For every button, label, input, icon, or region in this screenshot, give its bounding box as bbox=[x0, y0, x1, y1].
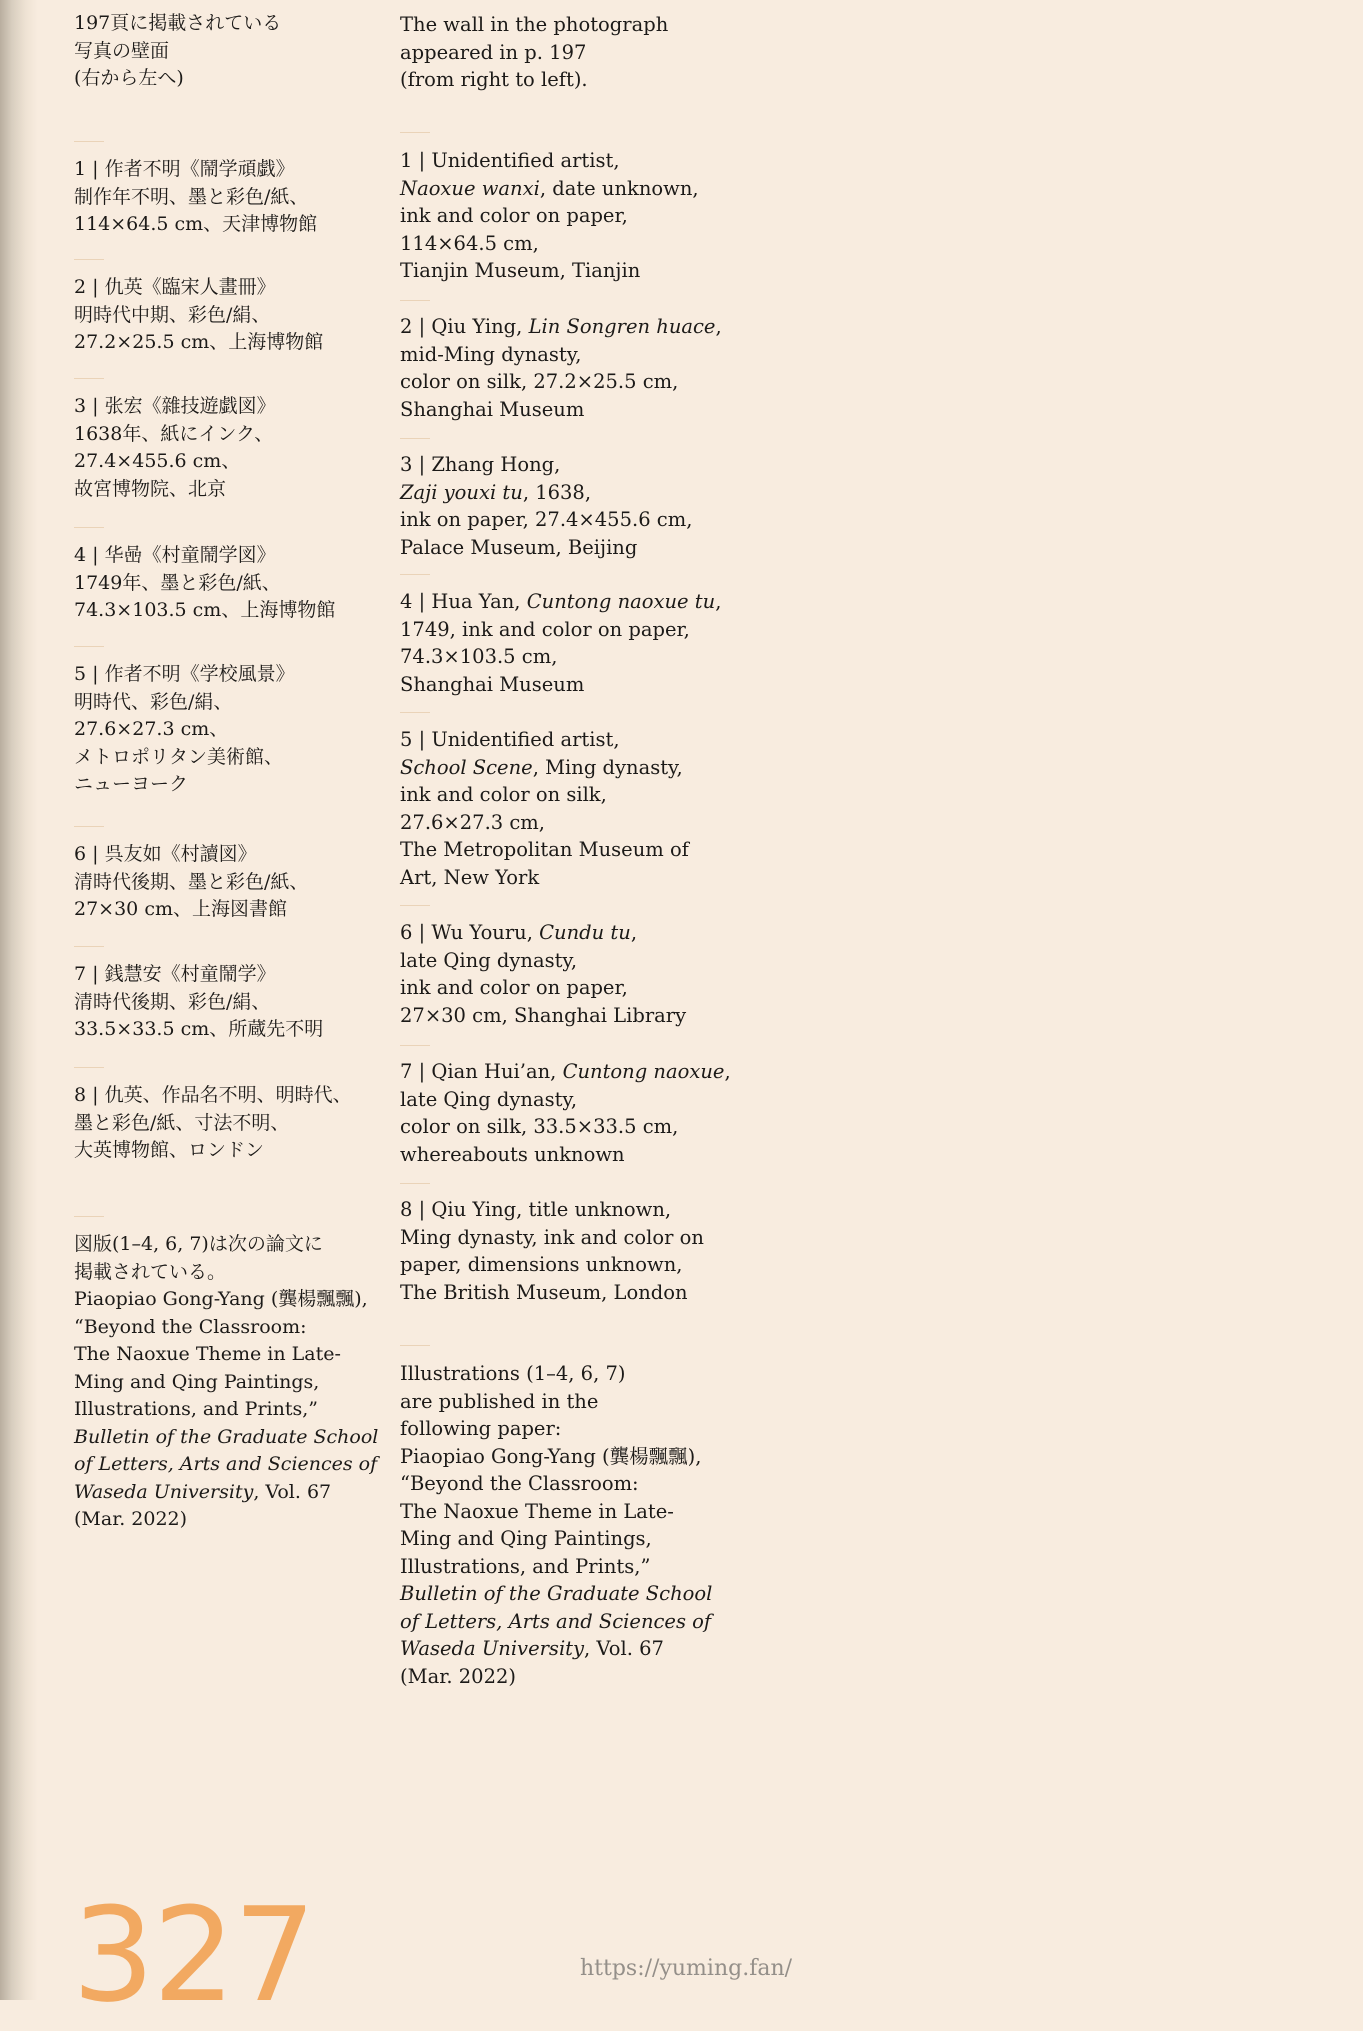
journal-title: Waseda University bbox=[74, 1480, 254, 1503]
entry-line: ink and color on paper, bbox=[400, 204, 628, 227]
entry-text: , 1638, bbox=[522, 480, 592, 504]
entry-line: 5 | 作者不明《学校風景》 bbox=[74, 663, 295, 685]
journal-volume-line bbox=[400, 1635, 712, 1663]
entry-line: 2 | 仇英《臨宋人畫冊》 bbox=[74, 276, 276, 298]
entry-line: The British Museum, London bbox=[400, 1280, 688, 1304]
ja-entry-1 bbox=[74, 156, 317, 239]
entry-line: 8 | Qiu Ying, title unknown, bbox=[400, 1198, 672, 1221]
ja-entry-5 bbox=[74, 661, 295, 799]
entry-line bbox=[400, 147, 699, 175]
entry-line: 4 | 华喦《村童鬧学図》 bbox=[74, 544, 276, 566]
entry-line bbox=[400, 726, 689, 754]
divider bbox=[400, 132, 430, 133]
journal-title: of Letters, Arts and Sciences of bbox=[400, 1609, 712, 1633]
entry-line: 1749, ink and color on paper, bbox=[400, 617, 690, 641]
entry-line: 1638年、紙にインク、 bbox=[74, 422, 274, 445]
entry-line: mid-Ming dynasty, bbox=[400, 342, 582, 366]
note-line: Piaopiao Gong-Yang (龔楊飄飄), bbox=[74, 1288, 368, 1310]
journal-title: Waseda University bbox=[400, 1637, 585, 1660]
entry-number: 4 | bbox=[400, 590, 432, 613]
entry-line bbox=[400, 1058, 731, 1086]
note-line: following paper: bbox=[400, 1417, 562, 1440]
entry-text: , bbox=[724, 1060, 731, 1083]
entry-line: 明時代、彩色/絹、 bbox=[74, 690, 233, 713]
note-line: “Beyond the Classroom: bbox=[400, 1472, 639, 1495]
entry-line: Shanghai Museum bbox=[400, 672, 585, 696]
en-entry-7 bbox=[400, 1058, 731, 1168]
entry-text: , bbox=[715, 315, 722, 338]
entry-line: 大英博物館、ロンドン bbox=[74, 1139, 265, 1161]
journal-volume: , Vol. 67 bbox=[253, 1480, 332, 1503]
entry-line: 114×64.5 cm、天津博物館 bbox=[74, 213, 318, 235]
entry-line: 1749年、墨と彩色/紙、 bbox=[74, 571, 281, 594]
entry-line: The Metropolitan Museum of bbox=[400, 838, 689, 861]
page-gutter-shadow bbox=[0, 0, 38, 2000]
entry-line: 27.6×27.3 cm, bbox=[400, 810, 545, 834]
entry-line: 27.4×455.6 cm、 bbox=[74, 450, 241, 472]
note-line: The Naoxue Theme in Late- bbox=[74, 1343, 341, 1365]
en-entry-1 bbox=[400, 147, 699, 285]
ja-entry-4 bbox=[74, 542, 335, 625]
entry-number: 6 | bbox=[400, 921, 432, 944]
en-intro-line: appeared in p. 197 bbox=[400, 40, 587, 64]
ja-intro bbox=[74, 10, 281, 93]
entry-line: Ming dynasty, ink and color on bbox=[400, 1225, 704, 1249]
divider bbox=[74, 646, 104, 647]
note-line: Illustrations, and Prints,” bbox=[74, 1398, 318, 1420]
entry-line: 3 | 张宏《雜技遊戯図》 bbox=[74, 395, 276, 417]
entry-title: Lin Songren huace bbox=[528, 315, 716, 338]
note-line: “Beyond the Classroom: bbox=[74, 1315, 307, 1338]
entry-line bbox=[400, 175, 699, 203]
watermark-url: https://yuming.fan/ bbox=[580, 1956, 793, 1981]
note-line: Ming and Qing Paintings, bbox=[400, 1527, 652, 1550]
entry-line: color on silk, 27.2×25.5 cm, bbox=[400, 370, 679, 393]
divider bbox=[74, 378, 104, 379]
ja-intro-line: (右から左へ) bbox=[74, 67, 184, 89]
entry-title: Cuntong naoxue bbox=[562, 1060, 725, 1083]
entry-line: Shanghai Museum bbox=[400, 397, 585, 421]
en-intro bbox=[400, 11, 668, 94]
divider bbox=[400, 574, 430, 575]
entry-line: 114×64.5 cm, bbox=[400, 231, 539, 255]
entry-text: , Ming dynasty, bbox=[532, 755, 683, 779]
divider bbox=[74, 1067, 104, 1068]
entry-line: メトロポリタン美術館、 bbox=[74, 745, 284, 768]
entry-line: 27.6×27.3 cm、 bbox=[74, 718, 229, 740]
entry-line bbox=[400, 451, 692, 479]
divider bbox=[400, 905, 430, 906]
entry-line: ニューヨーク bbox=[74, 773, 189, 795]
en-intro-line: The wall in the photograph bbox=[400, 13, 669, 36]
divider bbox=[400, 1045, 430, 1046]
entry-artist: Wu Youru, bbox=[431, 921, 540, 944]
entry-line: 6 | 呉友如《村讀図》 bbox=[74, 843, 257, 865]
entry-line bbox=[400, 479, 692, 507]
divider bbox=[400, 300, 430, 301]
note-line: are published in the bbox=[400, 1389, 599, 1413]
entry-line: ink on paper, 27.4×455.6 cm, bbox=[400, 508, 693, 531]
entry-line: late Qing dynasty, bbox=[400, 1087, 578, 1111]
en-entry-3 bbox=[400, 451, 692, 561]
entry-line: 墨と彩色/紙、寸法不明、 bbox=[74, 1111, 290, 1134]
en-intro-line: (from right to left). bbox=[400, 68, 588, 91]
entry-line: ink and color on paper, bbox=[400, 976, 628, 999]
entry-line: paper, dimensions unknown, bbox=[400, 1253, 683, 1276]
ja-entry-6 bbox=[74, 841, 308, 924]
en-entry-6 bbox=[400, 919, 686, 1029]
divider bbox=[74, 527, 104, 528]
ja-entry-7 bbox=[74, 961, 323, 1044]
entry-line: Palace Museum, Beijing bbox=[400, 535, 638, 559]
entry-line bbox=[400, 313, 722, 341]
entry-line: 8 | 仇英、作品名不明、明時代、 bbox=[74, 1084, 352, 1106]
entry-artist: Hua Yan, bbox=[431, 590, 527, 613]
entry-line: ink and color on silk, bbox=[400, 783, 607, 806]
entry-line: Tianjin Museum, Tianjin bbox=[400, 259, 641, 282]
entry-line: 7 | 銭慧安《村童鬧学》 bbox=[74, 963, 276, 985]
entry-number: 5 | bbox=[400, 728, 432, 751]
en-entry-5 bbox=[400, 726, 689, 891]
entry-line: 74.3×103.5 cm、上海博物館 bbox=[74, 599, 336, 621]
journal-date: (Mar. 2022) bbox=[400, 1664, 517, 1688]
entry-line: 33.5×33.5 cm、所蔵先不明 bbox=[74, 1018, 324, 1040]
en-note bbox=[400, 1360, 712, 1690]
entry-line: 27×30 cm, Shanghai Library bbox=[400, 1003, 687, 1027]
en-entry-8 bbox=[400, 1196, 704, 1306]
entry-artist: Qian Hui’an, bbox=[431, 1060, 563, 1083]
entry-line bbox=[400, 754, 689, 782]
entry-title: Zaji youxi tu bbox=[400, 480, 523, 504]
journal-title: Bulletin of the Graduate School bbox=[400, 1582, 713, 1605]
entry-artist: Unidentified artist, bbox=[431, 728, 620, 751]
ja-entry-8 bbox=[74, 1082, 352, 1165]
entry-artist: Unidentified artist, bbox=[431, 149, 620, 172]
entry-line: 1 | 作者不明《鬧学頑戯》 bbox=[74, 158, 295, 180]
ja-note bbox=[74, 1231, 378, 1534]
note-line: Ming and Qing Paintings, bbox=[74, 1370, 320, 1393]
ja-entry-2 bbox=[74, 274, 323, 357]
entry-line: 制作年不明、墨と彩色/紙、 bbox=[74, 185, 309, 208]
entry-number: 7 | bbox=[400, 1060, 432, 1083]
en-entry-4 bbox=[400, 588, 721, 698]
divider bbox=[74, 826, 104, 827]
divider bbox=[74, 946, 104, 947]
note-line: Illustrations (1–4, 6, 7) bbox=[400, 1362, 626, 1385]
entry-line: Art, New York bbox=[400, 865, 540, 889]
ja-entry-3 bbox=[74, 393, 276, 503]
divider bbox=[74, 259, 104, 260]
entry-line: color on silk, 33.5×33.5 cm, bbox=[400, 1115, 679, 1138]
entry-title: Cuntong naoxue tu bbox=[526, 590, 716, 613]
entry-artist: Zhang Hong, bbox=[431, 453, 561, 476]
entry-artist: Qiu Ying, bbox=[431, 315, 529, 338]
divider bbox=[400, 438, 430, 439]
entry-line: 清時代後期、彩色/絹、 bbox=[74, 990, 271, 1013]
note-line: 図版(1–4, 6, 7)は次の論文に bbox=[74, 1233, 323, 1255]
en-entry-2 bbox=[400, 313, 722, 423]
entry-line: late Qing dynasty, bbox=[400, 948, 578, 972]
entry-title: Naoxue wanxi bbox=[400, 176, 540, 200]
note-line: Illustrations, and Prints,” bbox=[400, 1554, 651, 1578]
entry-line: 清時代後期、墨と彩色/紙、 bbox=[74, 870, 309, 893]
journal-date: (Mar. 2022) bbox=[74, 1508, 188, 1530]
ja-intro-line: 写真の壁面 bbox=[74, 39, 170, 62]
entry-number: 1 | bbox=[400, 149, 432, 172]
divider bbox=[74, 1216, 104, 1217]
entry-line bbox=[400, 588, 721, 616]
note-line: 掲載されている。 bbox=[74, 1260, 227, 1283]
entry-line: 故宮博物院、北京 bbox=[74, 477, 227, 500]
entry-line: 明時代中期、彩色/絹、 bbox=[74, 303, 271, 326]
entry-text: , bbox=[630, 921, 638, 944]
entry-line bbox=[400, 919, 686, 947]
page-number: 327 bbox=[72, 1879, 315, 2031]
divider bbox=[400, 1183, 430, 1184]
entry-line: whereabouts unknown bbox=[400, 1142, 625, 1166]
entry-line: 27×30 cm、上海図書館 bbox=[74, 898, 287, 920]
ja-intro-line: 197頁に掲載されている bbox=[74, 12, 282, 34]
divider bbox=[74, 141, 104, 142]
note-line: The Naoxue Theme in Late- bbox=[400, 1499, 674, 1523]
entry-text: , bbox=[715, 590, 722, 613]
journal-volume: , Vol. 67 bbox=[584, 1637, 664, 1660]
entry-text: , date unknown, bbox=[539, 176, 699, 200]
entry-number: 2 | bbox=[400, 315, 432, 338]
entry-title: School Scene bbox=[400, 755, 533, 779]
divider bbox=[400, 712, 430, 713]
entry-line: 74.3×103.5 cm, bbox=[400, 645, 558, 668]
journal-volume-line bbox=[74, 1479, 378, 1507]
divider bbox=[400, 1345, 430, 1346]
entry-number: 3 | bbox=[400, 453, 432, 476]
journal-title: Bulletin of the Graduate School bbox=[74, 1425, 379, 1448]
entry-title: Cundu tu bbox=[539, 921, 631, 944]
note-line: Piaopiao Gong-Yang (龔楊飄飄), bbox=[400, 1444, 702, 1468]
entry-line: 27.2×25.5 cm、上海博物館 bbox=[74, 331, 324, 353]
journal-title: of Letters, Arts and Sciences of bbox=[74, 1453, 378, 1475]
